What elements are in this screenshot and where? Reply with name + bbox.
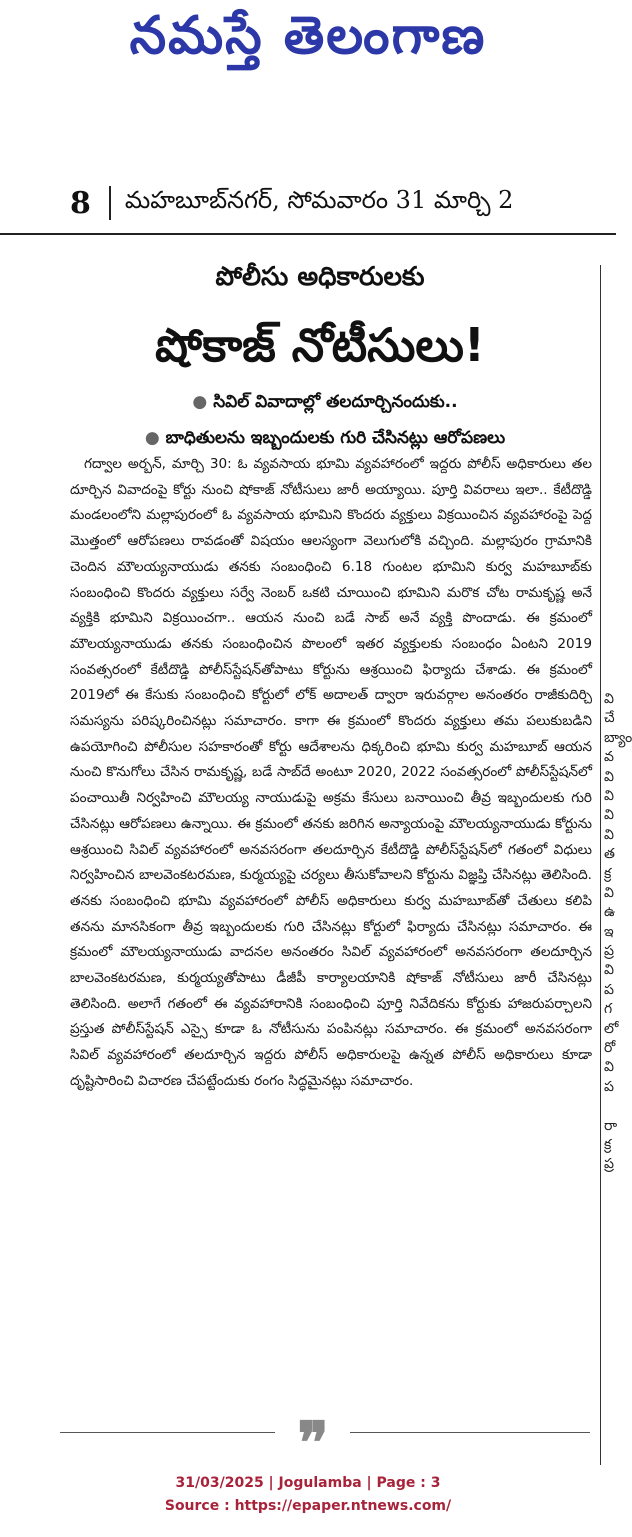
adjacent-fragment: ప్ర — [604, 943, 614, 960]
adjacent-fragment: రో — [604, 1040, 616, 1057]
adjacent-fragment: వి — [604, 884, 614, 901]
adjacent-fragment: బ్యాం — [604, 729, 632, 746]
article-kicker: పోలీసు అధికారులకు — [215, 262, 425, 292]
adjacent-fragment: వి — [604, 1059, 614, 1076]
adjacent-fragment: రా — [604, 1117, 618, 1134]
quote-mark-icon: ❞ — [297, 1409, 329, 1477]
newspaper-title: నమస్తే తెలంగాణ — [129, 6, 487, 66]
footer-edition-info: 31/03/2025 | Jogulamba | Page : 3 — [175, 1475, 441, 1491]
dateline-divider — [109, 186, 111, 220]
adjacent-fragment: లో — [604, 1020, 619, 1037]
adjacent-fragment: ప్ర — [604, 1156, 614, 1173]
column-divider — [600, 265, 601, 1465]
adjacent-fragment: వి — [604, 807, 614, 824]
adjacent-fragment: ఉ — [604, 904, 616, 921]
adjacent-fragment: ఇ — [604, 923, 614, 940]
subhead-1 — [60, 392, 590, 416]
article-headline: షోకాజ్ నోటీసులు! — [155, 318, 485, 372]
dateline-text: మహబూబ్‌నగర్, సోమవారం 31 మార్చి 2 — [124, 186, 514, 214]
adjacent-fragment: వి — [604, 768, 614, 785]
adjacent-fragment: ప — [604, 981, 614, 998]
adjacent-fragment: వి — [604, 826, 614, 843]
subhead-1-text: సివిల్ వివాదాల్లో తలదూర్చినందుకు.. — [213, 392, 458, 412]
article-body: గద్వాల అర్బన్, మార్చి 30: ఓ వ్యవసాయ భూమి వ్యవహారంలో ఇద్దరు పోలీస్ అధికారులు తల దూర్చిన వివాదంపై కోర్టు నుంచి షోకాజ్ నోటీసులు జారీ అయ్యాయి. పూర్తి వివరాలు ఇలా.. కేటీదొడ్డి మండలంలోని మల్లాపురంలో ఓ వ్యవసాయ భూమిని కొందరు వ్యక్తులు విక్రయించిన వ్యవహారంపై పెద్ద మొత్తంలో ఆరోపణలు రావడంతో విషయం ఆలస్యంగా వెలుగులోకి వచ్చింది. మల్లాపురం గ్రామానికి చెందిన మౌలయ్యనాయుడు తనకు సంబంధించి 6.18 గుంటల భూమిని కుర్వ మహబూబ్‌కు సంబంధించి కొందరు వ్యక్తులు సర్వే నెంబర్ ఒకటి చూయించి భూమిని మరొక చోట రామకృష్ణ అనే వ్యక్తికి భూమిని విక్రయించగా.. ఆయన నుంచి బడే సాబ్ అనే వ్యక్తి పొందాడు. ఈ క్రమంలో మౌలయ్యనాయుడు తనకు సంబంధించిన పొలంలో ఇతర వ్యక్తులకు సంబంధం ఏంటని 2019 సంవత్సరంలో కేటీదొడ్డి పోలీస్‌స్టేషన్‌తోపాటు కోర్టును ఆశ్రయించి ఫిర్యాదు చేశాడు. ఈ క్రమంలో 2019లో ఈ కేసుకు సంబంధించి కోర్టులో లోక్ అదాలత్ ద్వారా ఇరువర్గాల అనంతరం రాజీకుదిర్చి సమస్యను పరిష్కరించినట్లు సమాచారం. కాగా ఈ క్రమంలో కొందరు వ్యక్తులు తమ పలుకుబడిని ఉపయోగించి పోలీసుల సహకారంతో కోర్టు ఆదేశాలను ధిక్కరించి భూమి కుర్వ మహబూబ్ ఆయన నుంచి కొనుగోలు చేసిన రామకృష్ణ, బడే సాబ్‌దే అంటూ 2020, 2022 సంవత్సరంలో పోలీస్‌స్టేషన్‌లో పంచాయితీ నిర్వహించి మౌలయ్య నాయుడుపై అక్రమ కేసులు బనాయించి తీవ్ర ఇబ్బందులకు గురి చేసినట్లు ఆరోపణలు ఉన్నాయి. ఈ క్రమంలో తనకు జరిగిన అన్యాయంపై మౌలయ్యనాయుడు కోర్టును ఆశ్రయించి సివిల్ వ్యవహారంలో అనవసరంగా తలదూర్చిన కేటీదొడ్డి పోలీస్‌స్టేషన్‌లో గతంలో విధులు నిర్వహించిన బాలవెంకటరమణ, కుర్మయ్యపై చర్యలు తీసుకోవాలని కోర్టును విజ్ఞప్తి చేసినట్లు తెలిసింది. తనకు సంబంధించి భూమి వ్యవహారంలో పోలీస్ అధికారులు కుర్వ మహబూబ్‌తో చేతులు కలిపి తనను మానసికంగా తీవ్ర ఇబ్బందులకు గురి చేసినట్లు కోర్టులో ఫిర్యాదు చేసినట్లు సమాచారం. ఈ క్రమంలో మౌలయ్యనాయుడు వాదనల అనంతరం సివిల్ వ్యవహారంలో అనవసరంగా తలదూర్చిన బాలవెంకటరమణ, కుర్మయ్యతోపాటు డీజీపీ కార్యాలయానికి షోకాజ్ నోటీసులు జారీ చేసినట్లు తెలిసింది. అలాగే గతంలో ఈ వ్యవహారానికి సంబంధించి పూర్తి నివేదికను కోర్టుకు హాజరుపర్చాలని ప్రస్తుత పోలీస్‌స్టేషన్ ఎస్సై కూడా ఓ నోటీసును పంపినట్లు సమాచారం. ఈ క్రమంలో అనవసరంగా సివిల్ వ్యవహారంలో తలదూర్చిన ఇద్దరు పోలీస్ అధికారులపై ఉన్నత పోలీస్ అధికారులు కూడా దృష్టిసారించి విచారణ చేపట్టేందుకు రంగం సిద్ధమైనట్లు సమాచారం. — [70, 456, 592, 1089]
subhead-2-text: బాధితులను ఇబ్బందులకు గురి చేసినట్లు ఆరోపణలు — [165, 428, 506, 448]
adjacent-fragment: క్ర — [604, 865, 612, 882]
header-rule — [0, 233, 616, 235]
bullet-icon: ● — [192, 392, 214, 412]
masthead — [0, 0, 616, 150]
adjacent-fragment: గ — [604, 1001, 613, 1018]
adjacent-fragment: వి — [604, 787, 614, 804]
page-number: 8 — [70, 185, 91, 221]
end-rule-left — [60, 1432, 275, 1433]
end-rule-right — [350, 1432, 590, 1433]
adjacent-fragment: క్ర — [604, 1136, 612, 1153]
bullet-icon: ● — [144, 428, 166, 448]
adjacent-fragment — [604, 1097, 618, 1116]
adjacent-fragment: చే — [604, 710, 615, 727]
footer-source-link[interactable]: Source : https://epaper.ntnews.com/ — [164, 1498, 452, 1514]
adjacent-fragment: వి — [604, 691, 614, 707]
adjacent-fragment: వ — [604, 749, 614, 766]
adjacent-fragment: ప — [604, 1078, 614, 1095]
adjacent-fragment: త — [604, 846, 615, 863]
adjacent-column — [604, 690, 632, 1175]
adjacent-fragment: వి — [604, 962, 614, 979]
dateline — [70, 178, 630, 228]
subhead-2 — [60, 428, 590, 452]
